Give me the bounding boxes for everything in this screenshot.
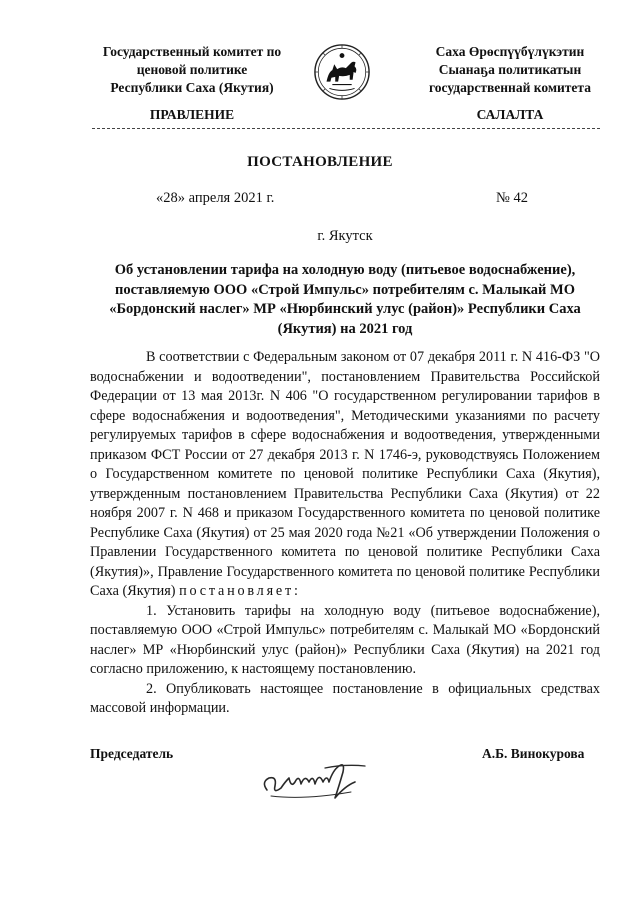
header-left — [72, 43, 312, 97]
header-right — [400, 43, 620, 97]
handwritten-signature — [255, 752, 375, 804]
item-2-paragraph: 2. Опубликовать настоящее постановление в официальных средствах массовой информации. — [90, 680, 600, 716]
document-date: «28» апреля 2021 г. — [156, 190, 275, 206]
signatory-name: А.Б. Винокурова — [482, 746, 585, 761]
header-left-line-1: Государственный комитет по — [102, 44, 282, 59]
header-right-line-2: Сыанаҕа политикатын — [438, 62, 582, 77]
preamble-paragraph — [90, 348, 600, 602]
board-label-left: ПРАВЛЕНИЕ — [149, 107, 235, 122]
resolves-word: постановляет — [179, 583, 294, 599]
document-title: Об установлении тарифа на холодную воду (питьевое водоснабжение), поставляемую ООО «Строй Импульс» потребителям с. Малыкай МО «Бордонский наслег» МР «Нюрбинский улус (район)» Республики Саха (Якутия) на 2021 год — [109, 262, 581, 337]
item-1-paragraph: 1. Установить тарифы на холодную воду (питьевое водоснабжение), поставляемую ООО «Строй Импульс» потребителям с. Малыкай МО «Бордонский наслег» МР «Нюрбинский улус (район)» Республики Саха (Якутия) на 2021 год согласно приложению, к настоящему постановлению. — [90, 602, 600, 677]
document-number: № 42 — [496, 190, 528, 206]
preamble-text: В соответствии с Федеральным законом от 07 декабря 2011 г. N 416-ФЗ "О водоснабжении и водоотведении", постановлением Правительства Российской Федерации от 13 мая 2013г. N 406 "О государственном регулировании тарифов в сфере водоснабжения и водоотведения", Методическими указаниями по расчету регулируемых тарифов в сфере водоснабжения и водоотведения, утвержденными приказом ФСТ России от 27 декабря 2013 г. N 1746-э, руководствуясь Положением о Государственном комитете по ценовой политике Республики Саха (Якутия), утвержденным постановлением Правительства Республики Саха (Якутия) от 22 ноября 2007 г. N 468 и приказом Государственного комитета по ценовой политике Республике Саха (Якутия) от 25 мая 2020 года №21 «Об утверждении Положения о Правлении Государственного комитета по ценовой политике Республики Саха (Якутия)», Правление Государственного комитета по ценовой политике Республики Саха (Якутия) — [90, 349, 600, 599]
document-city: г. Якутск — [317, 228, 373, 244]
resolves-colon: : — [294, 583, 298, 599]
header-right-line-3: государственнай комитета — [429, 80, 591, 95]
document-type: ПОСТАНОВЛЕНИЕ — [247, 154, 393, 170]
signatory-position: Председатель — [90, 746, 174, 761]
header-left-line-2: ценовой политике — [136, 62, 248, 77]
header-divider — [92, 128, 600, 129]
header-right-line-1: Саха Өрөспүүбүлүкэтин — [435, 44, 585, 59]
coat-of-arms-icon — [313, 43, 371, 101]
board-label-right: САЛАЛТА — [476, 107, 544, 122]
document-body — [90, 348, 600, 719]
header-left-line-3: Республики Саха (Якутия) — [110, 80, 274, 95]
